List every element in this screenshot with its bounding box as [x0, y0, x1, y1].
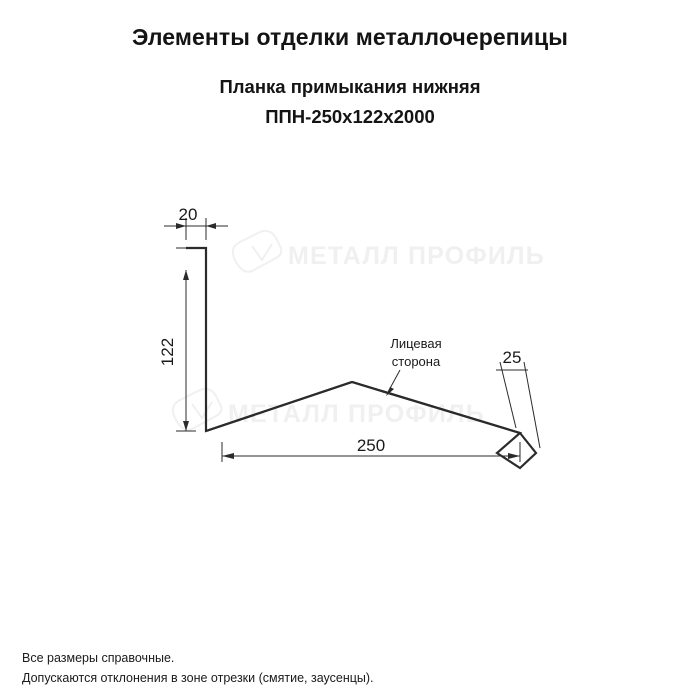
annotation-face-side	[386, 336, 442, 396]
header	[0, 0, 700, 128]
face-side-label-line2: сторона	[391, 354, 441, 369]
watermark-top	[233, 231, 545, 272]
page-title: Элементы отделки металлочерепицы	[131, 24, 568, 50]
product-code: ППН-250х122х2000	[265, 106, 435, 127]
watermark-group	[173, 231, 545, 430]
dimension-20	[164, 205, 228, 240]
footer-notes	[22, 649, 682, 688]
dimension-250-label: 250	[356, 436, 386, 455]
footer-note-2: Допускаются отклонения в зоне отрезки (смятие, заусенцы).	[22, 670, 374, 685]
watermark-text-bottom: МЕТАЛЛ ПРОФИЛЬ	[228, 400, 485, 428]
watermark-text-top: МЕТАЛЛ ПРОФИЛЬ	[288, 242, 545, 270]
technical-drawing	[0, 170, 700, 570]
watermark-bottom	[173, 389, 485, 430]
dimension-122	[158, 248, 196, 431]
dimension-25-label: 25	[502, 348, 522, 367]
dimension-122-label: 122	[158, 337, 177, 367]
dimension-250	[222, 436, 520, 462]
dimension-20-label: 20	[178, 205, 198, 224]
profile-outline	[186, 248, 536, 468]
face-side-label-line1: Лицевая	[390, 336, 442, 351]
product-name: Планка примыкания нижняя	[219, 76, 481, 97]
footer-note-1: Все размеры справочные.	[22, 651, 175, 666]
drawing-svg	[0, 170, 700, 570]
